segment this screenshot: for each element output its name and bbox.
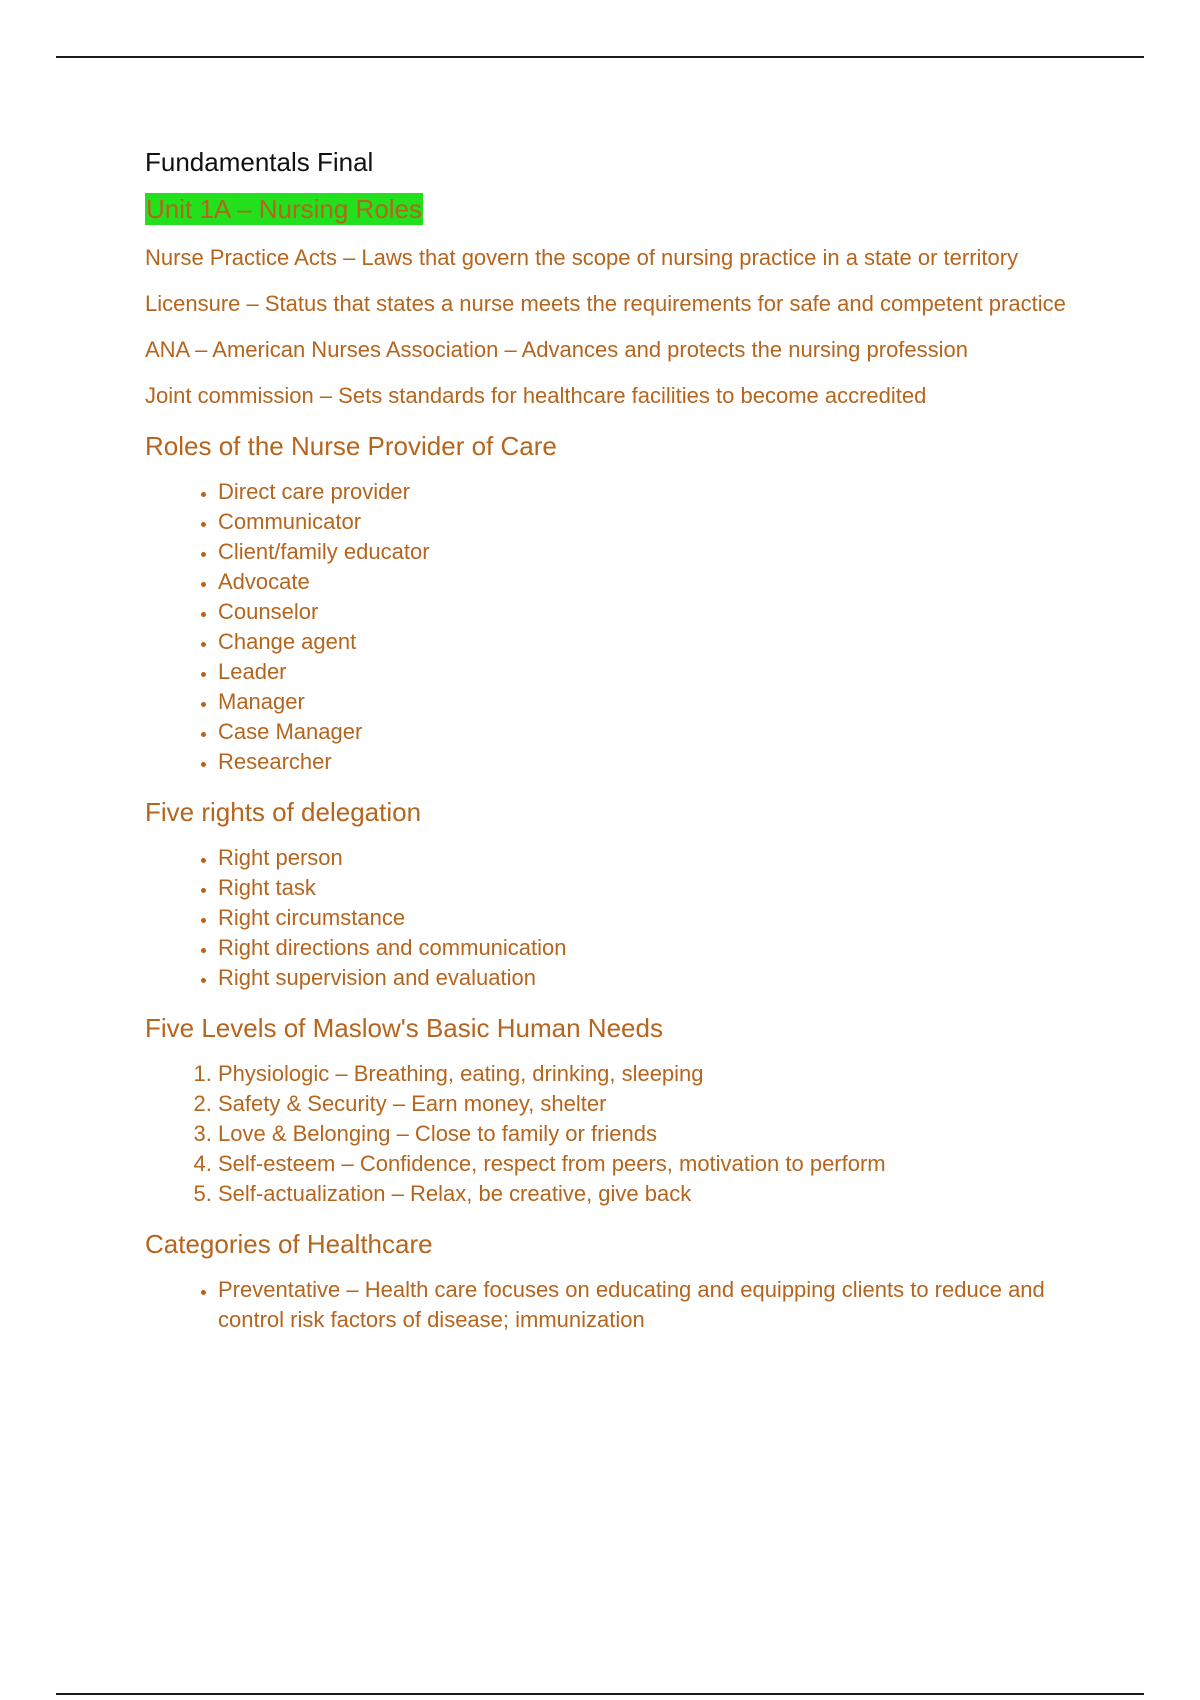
document-body (145, 145, 1090, 1345)
list-item: • Direct care provider (218, 477, 1090, 507)
maslow-heading: Five Levels of Maslow's Basic Human Needs (145, 1013, 663, 1043)
list-item: • Case Manager (218, 717, 1090, 747)
list-item: • Right supervision and evaluation (218, 963, 1090, 993)
definition-licensure: Licensure – Status that states a nurse meets the requirements for safe and competent practice (145, 291, 1066, 316)
delegation-list (145, 843, 1090, 993)
list-item: • Counselor (218, 597, 1090, 627)
list-item: 1. Physiologic – Breathing, eating, drinking, sleeping (218, 1059, 1090, 1089)
delegation-heading: Five rights of delegation (145, 797, 422, 827)
roles-heading: Roles of the Nurse Provider of Care (145, 431, 557, 461)
unit-heading: Unit 1A – Nursing Roles (146, 194, 423, 224)
page-top-rule (56, 56, 1144, 58)
definition-joint-commission: Joint commission – Sets standards for healthcare facilities to become accredited (145, 383, 927, 408)
list-item: • Advocate (218, 567, 1090, 597)
page-bottom-rule (56, 1693, 1144, 1695)
list-item: • Client/family educator (218, 537, 1090, 567)
list-item: • Researcher (218, 747, 1090, 777)
healthcare-list (145, 1275, 1090, 1335)
list-item: • Right circumstance (218, 903, 1090, 933)
roles-list (145, 477, 1090, 777)
list-item: 3. Love & Belonging – Close to family or friends (218, 1119, 1090, 1149)
healthcare-heading: Categories of Healthcare (145, 1229, 433, 1259)
list-item: • Leader (218, 657, 1090, 687)
list-item: • Right directions and communication (218, 933, 1090, 963)
list-item: 4. Self-esteem – Confidence, respect from peers, motivation to perform (218, 1149, 1090, 1179)
list-item: • Right task (218, 873, 1090, 903)
list-item: 5. Self-actualization – Relax, be creative, give back (218, 1179, 1090, 1209)
list-item: • Right person (218, 843, 1090, 873)
list-item: • Manager (218, 687, 1090, 717)
definition-ana: ANA – American Nurses Association – Advances and protects the nursing profession (145, 337, 969, 362)
document-title: Fundamentals Final (145, 147, 374, 177)
list-item: • Preventative – Health care focuses on educating and equipping clients to reduce and control risk factors of disease; immunization (218, 1275, 1090, 1335)
maslow-list (145, 1059, 1090, 1209)
list-item: • Communicator (218, 507, 1090, 537)
definition-nurse-practice-acts: Nurse Practice Acts – Laws that govern the scope of nursing practice in a state or territory (145, 245, 1019, 270)
list-item: • Change agent (218, 627, 1090, 657)
list-item: 2. Safety & Security – Earn money, shelter (218, 1089, 1090, 1119)
